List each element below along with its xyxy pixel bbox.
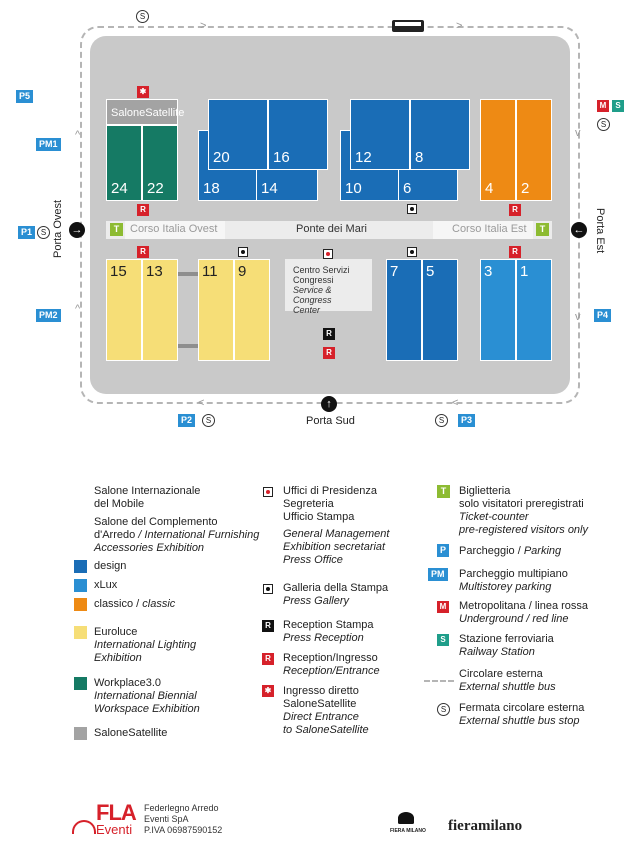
legend-reception-stampa: Reception Stampa Press Reception — [283, 619, 374, 644]
legend-euroluce: Euroluce International Lighting Exhibition — [94, 626, 197, 664]
hall-3[interactable]: 3 — [480, 259, 516, 361]
press-gallery-icon — [263, 584, 273, 594]
fiera-milano-icon — [398, 812, 414, 824]
gate-south-arrow-icon: ↑ — [321, 396, 337, 412]
parking-icon: P — [437, 544, 449, 557]
fieramilano-logo: fieramilano — [448, 818, 523, 834]
hall-5[interactable]: 5 — [422, 259, 458, 361]
hall-6[interactable]: 6 — [398, 130, 458, 201]
gate-west-arrow-icon: → — [69, 222, 85, 238]
presidency-office-icon — [263, 487, 273, 497]
gate-porta-sud: Porta Sud — [306, 415, 355, 427]
street-ponte-dei-mari: Ponte dei Mari — [296, 223, 367, 235]
reception-icon: R — [509, 246, 521, 258]
legend-swatch-euroluce — [74, 626, 87, 639]
shuttle-stop-icon: S — [136, 10, 149, 23]
hall-16[interactable]: 16 — [268, 99, 328, 170]
legend-multipiano: Parcheggio multipiano Multistorey parking — [459, 568, 568, 593]
legend-parcheggio: Parcheggio / Parking — [459, 545, 562, 557]
hall-13[interactable]: 13 — [142, 259, 178, 361]
reception-icon: R — [262, 653, 274, 665]
legend-swatch-workplace — [74, 677, 87, 690]
legend-swatch-satellite — [74, 727, 87, 740]
railway-station-icon: S — [437, 634, 449, 646]
arrow-down-icon: v — [575, 311, 581, 323]
legend-metro: Metropolitana / linea rossa Underground / red line — [459, 600, 589, 625]
hall-15[interactable]: 15 — [106, 259, 142, 361]
press-gallery-icon — [407, 247, 417, 257]
shuttle-stop-icon: S — [435, 414, 448, 427]
arrow-down-icon: v — [575, 127, 581, 139]
reception-icon: R — [137, 246, 149, 258]
legend-circolare: Circolare esterna External shuttle bus — [459, 668, 556, 693]
hall-7[interactable]: 7 — [386, 259, 422, 361]
legend-stazione: Stazione ferroviaria Railway Station — [459, 633, 554, 658]
salone-satellite-label: SaloneSatellite — [111, 107, 185, 119]
ticket-icon: T — [110, 223, 123, 236]
legend-swatch-design — [74, 560, 87, 573]
press-gallery-icon — [407, 204, 417, 214]
shuttle-stop-icon: S — [437, 703, 450, 716]
legend-workplace: Workplace3.0 International Biennial Workspace Exhibition — [94, 677, 200, 715]
fiera-milano-small: FIERA MILANO — [390, 828, 426, 834]
legend-design: design — [94, 560, 127, 572]
arrow-right-icon: > — [200, 20, 207, 32]
press-reception-icon: R — [323, 328, 335, 340]
arrow-left-icon: < — [198, 397, 205, 409]
legend-swatch-classico — [74, 598, 87, 611]
legend-salone: Salone Internazionale del Mobile — [94, 485, 201, 510]
shuttle-line-icon — [424, 680, 454, 682]
multistorey-parking-icon: PM — [428, 568, 448, 581]
asterisk-icon: ✱ — [137, 86, 149, 98]
legend-galleria: Galleria della Stampa Press Gallery — [283, 582, 389, 607]
presidency-office-icon — [323, 249, 333, 259]
ticket-icon: T — [536, 223, 549, 236]
legend-fermata: Fermata circolare esterna External shuttle bus stop — [459, 702, 585, 727]
legend-uffici: Uffici di Presidenza Segreteria Ufficio Stampa General Management Exhibition secretariat Press Office — [283, 485, 390, 566]
legend-satellite: SaloneSatellite — [94, 727, 168, 739]
legend-xlux: xLux — [94, 579, 118, 591]
press-reception-icon: R — [262, 620, 274, 632]
legend-classico: classico / classic — [94, 598, 176, 610]
gate-porta-est: Porta Est — [594, 208, 606, 254]
gate-east-arrow-icon: ← — [571, 222, 587, 238]
legend-complemento: Salone del Complemento d'Arredo / International Furnishing Accessories Exhibition — [94, 516, 260, 554]
congress-center[interactable]: Centro Servizi Congressi Service & Congress Center — [285, 259, 372, 311]
gate-porta-ovest: Porta Ovest — [52, 199, 64, 258]
press-gallery-icon — [238, 247, 248, 257]
salone-satellite-block[interactable] — [106, 99, 185, 125]
ticket-icon: T — [437, 485, 450, 498]
walkway — [178, 272, 198, 276]
hall-11[interactable]: 11 — [198, 259, 234, 361]
fla-logo: FLA — [96, 800, 136, 825]
hall-18[interactable]: 18 — [198, 130, 260, 201]
legend-ingresso-diretto: Ingresso diretto SaloneSatellite Direct Entrance to SaloneSatellite — [283, 685, 369, 736]
hall-8[interactable]: 8 — [410, 99, 470, 170]
fla-logo-arc-icon — [72, 820, 96, 834]
fla-eventi: Eventi — [96, 822, 133, 837]
shuttle-stop-icon: S — [597, 118, 610, 131]
walkway — [178, 344, 198, 348]
legend-reception-ingresso: Reception/Ingresso Reception/Entrance — [283, 652, 380, 677]
railway-station-icon: S — [612, 100, 624, 112]
hall-12[interactable]: 12 — [350, 99, 410, 170]
reception-icon: R — [509, 204, 521, 216]
hall-2[interactable]: 2 — [516, 99, 552, 201]
bus-icon — [392, 20, 424, 32]
hall-24[interactable]: 24 — [106, 125, 142, 201]
parking-p2[interactable]: P2 — [178, 414, 195, 427]
parking-p3[interactable]: P3 — [458, 414, 475, 427]
asterisk-icon: ✱ — [262, 685, 274, 697]
parking-pm1[interactable]: PM1 — [36, 138, 61, 151]
road-segment-west — [125, 221, 225, 239]
legend-swatch-xlux — [74, 579, 87, 592]
reception-icon: R — [323, 347, 335, 359]
hall-14[interactable]: 14 — [256, 130, 318, 201]
shuttle-stop-icon: S — [37, 226, 50, 239]
reception-icon: R — [137, 204, 149, 216]
shuttle-stop-icon: S — [202, 414, 215, 427]
arrow-left-icon: < — [452, 397, 459, 409]
arrow-up-icon: ^ — [75, 129, 81, 141]
metro-icon: M — [437, 601, 449, 613]
parking-p5[interactable]: P5 — [16, 90, 33, 103]
arrow-right-icon: > — [456, 20, 463, 32]
parking-pm2[interactable]: PM2 — [36, 309, 61, 322]
parking-p1[interactable]: P1 — [18, 226, 35, 239]
legend-biglietteria: Biglietteria solo visitatori preregistrati Ticket-counter pre-registered visitors only — [459, 485, 588, 536]
arrow-up-icon: ^ — [75, 303, 81, 315]
hall-22[interactable]: 22 — [142, 125, 178, 201]
metro-icon: M — [597, 100, 609, 112]
hall-1[interactable]: 1 — [516, 259, 552, 361]
hall-9[interactable]: 9 — [234, 259, 270, 361]
hall-20[interactable]: 20 — [208, 99, 268, 170]
hall-10[interactable]: 10 — [340, 130, 402, 201]
road-segment-east — [433, 221, 533, 239]
company-info: Federlegno Arredo Eventi SpA P.IVA 06987590152 — [144, 803, 223, 835]
hall-4[interactable]: 4 — [480, 99, 516, 201]
parking-p4[interactable]: P4 — [594, 309, 611, 322]
